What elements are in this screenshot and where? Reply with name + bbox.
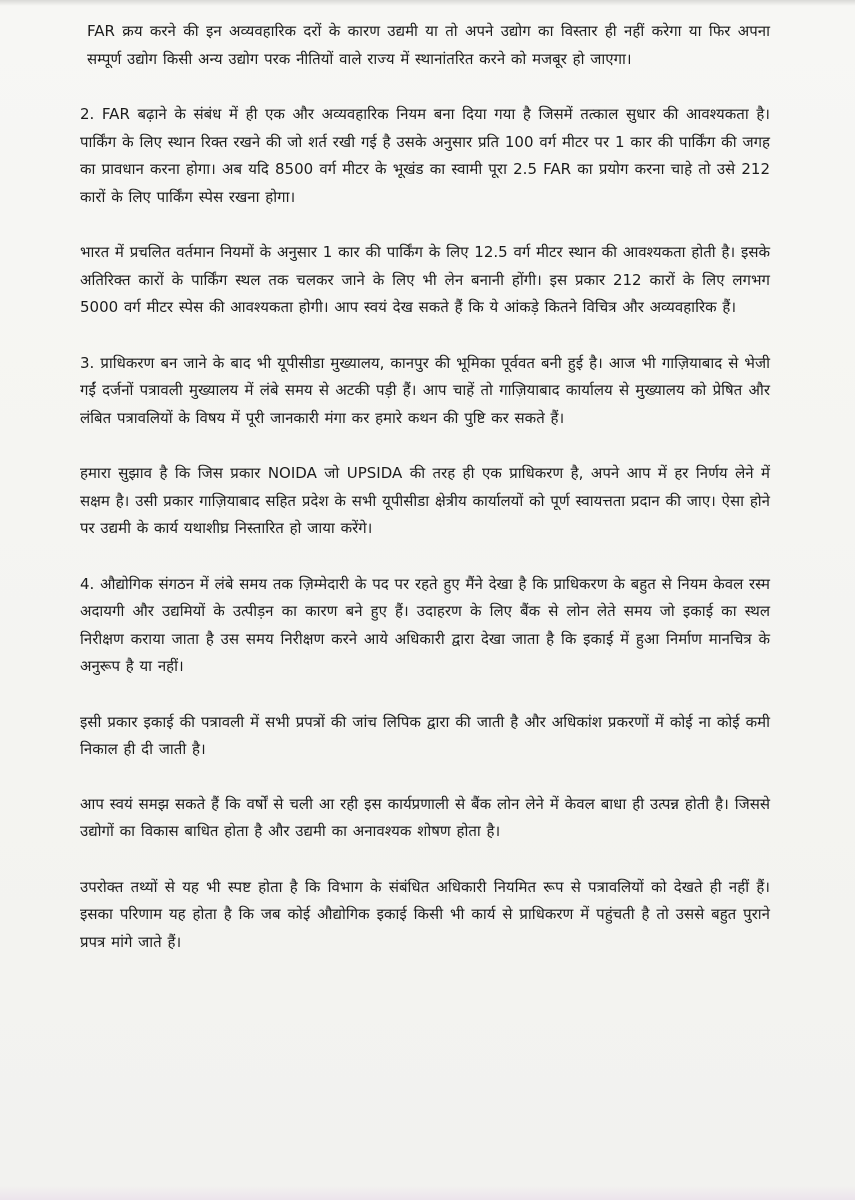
paragraph-parking-space-calculation: भारत में प्रचलित वर्तमान नियमों के अनुसार 1 कार की पार्किंग के लिए 12.5 वर्ग मीटर स्थान की आवश्यकता होती है। इसके अतिरिक्त कारों के पार्किंग स्थल तक चलकर जाने के लिए भी लेन बनानी होंगी। इस प्रकार 212 कारों के लिए लगभग 5000 वर्ग मीटर स्पेस की आवश्यकता होगी। आप स्वयं देख सकते हैं कि ये आंकड़े कितने विचित्र और अव्यवहारिक हैं। bbox=[80, 243, 770, 316]
paragraph-point-4-inspection: 4. औद्योगिक संगठन में लंबे समय तक ज़िम्मेदारी के पद पर रहते हुए मैंने देखा है कि प्राधिकरण के बहुत से नियम केवल रस्म अदायगी और उद्यमियों के उत्पीड़न का कारण बने हुए हैं। उदाहरण के लिए बैंक से लोन लेते समय जो इकाई का स्थल निरीक्षण कराया जाता है उस समय निरीक्षण करने आये अधिकारी द्वारा देखा जाता है कि इकाई में हुआ निर्माण मानचित्र के अनुरूप है या नहीं। bbox=[80, 574, 770, 675]
page-top-edge bbox=[0, 0, 855, 6]
paragraph-bank-loan-obstacle: आप स्वयं समझ सकते हैं कि वर्षों से चली आ रही इस कार्यप्रणाली से बैंक लोन लेने में केवल बाधा ही उत्पन्न होती है। जिससे उद्योगों का विकास बाधित होता है और उद्यमी का अनावश्यक शोषण होता है। bbox=[80, 794, 770, 840]
page-bottom-edge bbox=[0, 1186, 855, 1200]
paragraph-conclusion-old-documents: उपरोक्त तथ्यों से यह भी स्पष्ट होता है कि विभाग के संबंधित अधिकारी नियमित रूप से पत्रावलियों को देखते ही नहीं हैं। इसका परिणाम यह होता है कि जब कोई औद्योगिक इकाई किसी भी कार्य से प्राधिकरण में पहुंचती है तो उससे बहुत पुराने प्रपत्र मांगे जाते हैं। bbox=[80, 877, 770, 951]
paragraph-file-scrutiny: इसी प्रकार इकाई की पत्रावली में सभी प्रपत्रों की जांच लिपिक द्वारा की जाती है और अधिकांश प्रकरणों में कोई ना कोई कमी निकाल ही दी जाती है। bbox=[80, 712, 770, 758]
paragraph-far-purchase: FAR क्रय करने की इन अव्यवहारिक दरों के कारण उद्यमी या तो अपने उद्योग का विस्तार ही नहीं करेगा या फिर अपना सम्पूर्ण उद्योग किसी अन्य उद्योग परक नीतियों वाले राज्य में स्थानांतरित करने को मजबूर हो जाएगा। bbox=[87, 22, 770, 68]
paragraph-autonomy-suggestion: हमारा सुझाव है कि जिस प्रकार NOIDA जो UPSIDA की तरह ही एक प्राधिकरण है, अपने आप में हर निर्णय लेने में सक्षम है। उसी प्रकार गाज़ियाबाद सहित प्रदेश के सभी यूपीसीडा क्षेत्रीय कार्यालयों को पूर्ण स्वायत्तता प्रदान की जाए। ऐसा होने पर उद्यमी के कार्य यथाशीघ्र निस्तारित हो जाया करेंगे। bbox=[80, 464, 770, 537]
paragraph-point-3-headquarters: 3. प्राधिकरण बन जाने के बाद भी यूपीसीडा मुख्यालय, कानपुर की भूमिका पूर्ववत बनी हुई है। आज भी गाज़ियाबाद से भेजी गईं दर्जनों पत्रावली मुख्यालय में लंबे समय से अटकी पड़ी हैं। आप चाहें तो गाज़ियाबाद कार्यालय से मुख्यालय को प्रेषित और लंबित पत्रावलियों के विषय में पूरी जानकारी मंगा कर हमारे कथन की पुष्टि कर सकते हैं। bbox=[80, 353, 770, 427]
paragraph-point-2-parking-rule: 2. FAR बढ़ाने के संबंध में ही एक और अव्यवहारिक नियम बना दिया गया है जिसमें तत्काल सुधार की आवश्यकता है। पार्किंग के लिए स्थान रिक्त रखने की जो शर्त रखी गई है उसके अनुसार प्रति 100 वर्ग मीटर पर 1 कार की पार्किंग की जगह का प्रावधान करना होगा। अब यदि 8500 वर्ग मीटर के भूखंड का स्वामी पूरा 2.5 FAR का प्रयोग करना चाहे तो उसे 212 कारों के लिए पार्किंग स्पेस रखना होगा। bbox=[80, 105, 770, 206]
document-body bbox=[80, 18, 770, 984]
